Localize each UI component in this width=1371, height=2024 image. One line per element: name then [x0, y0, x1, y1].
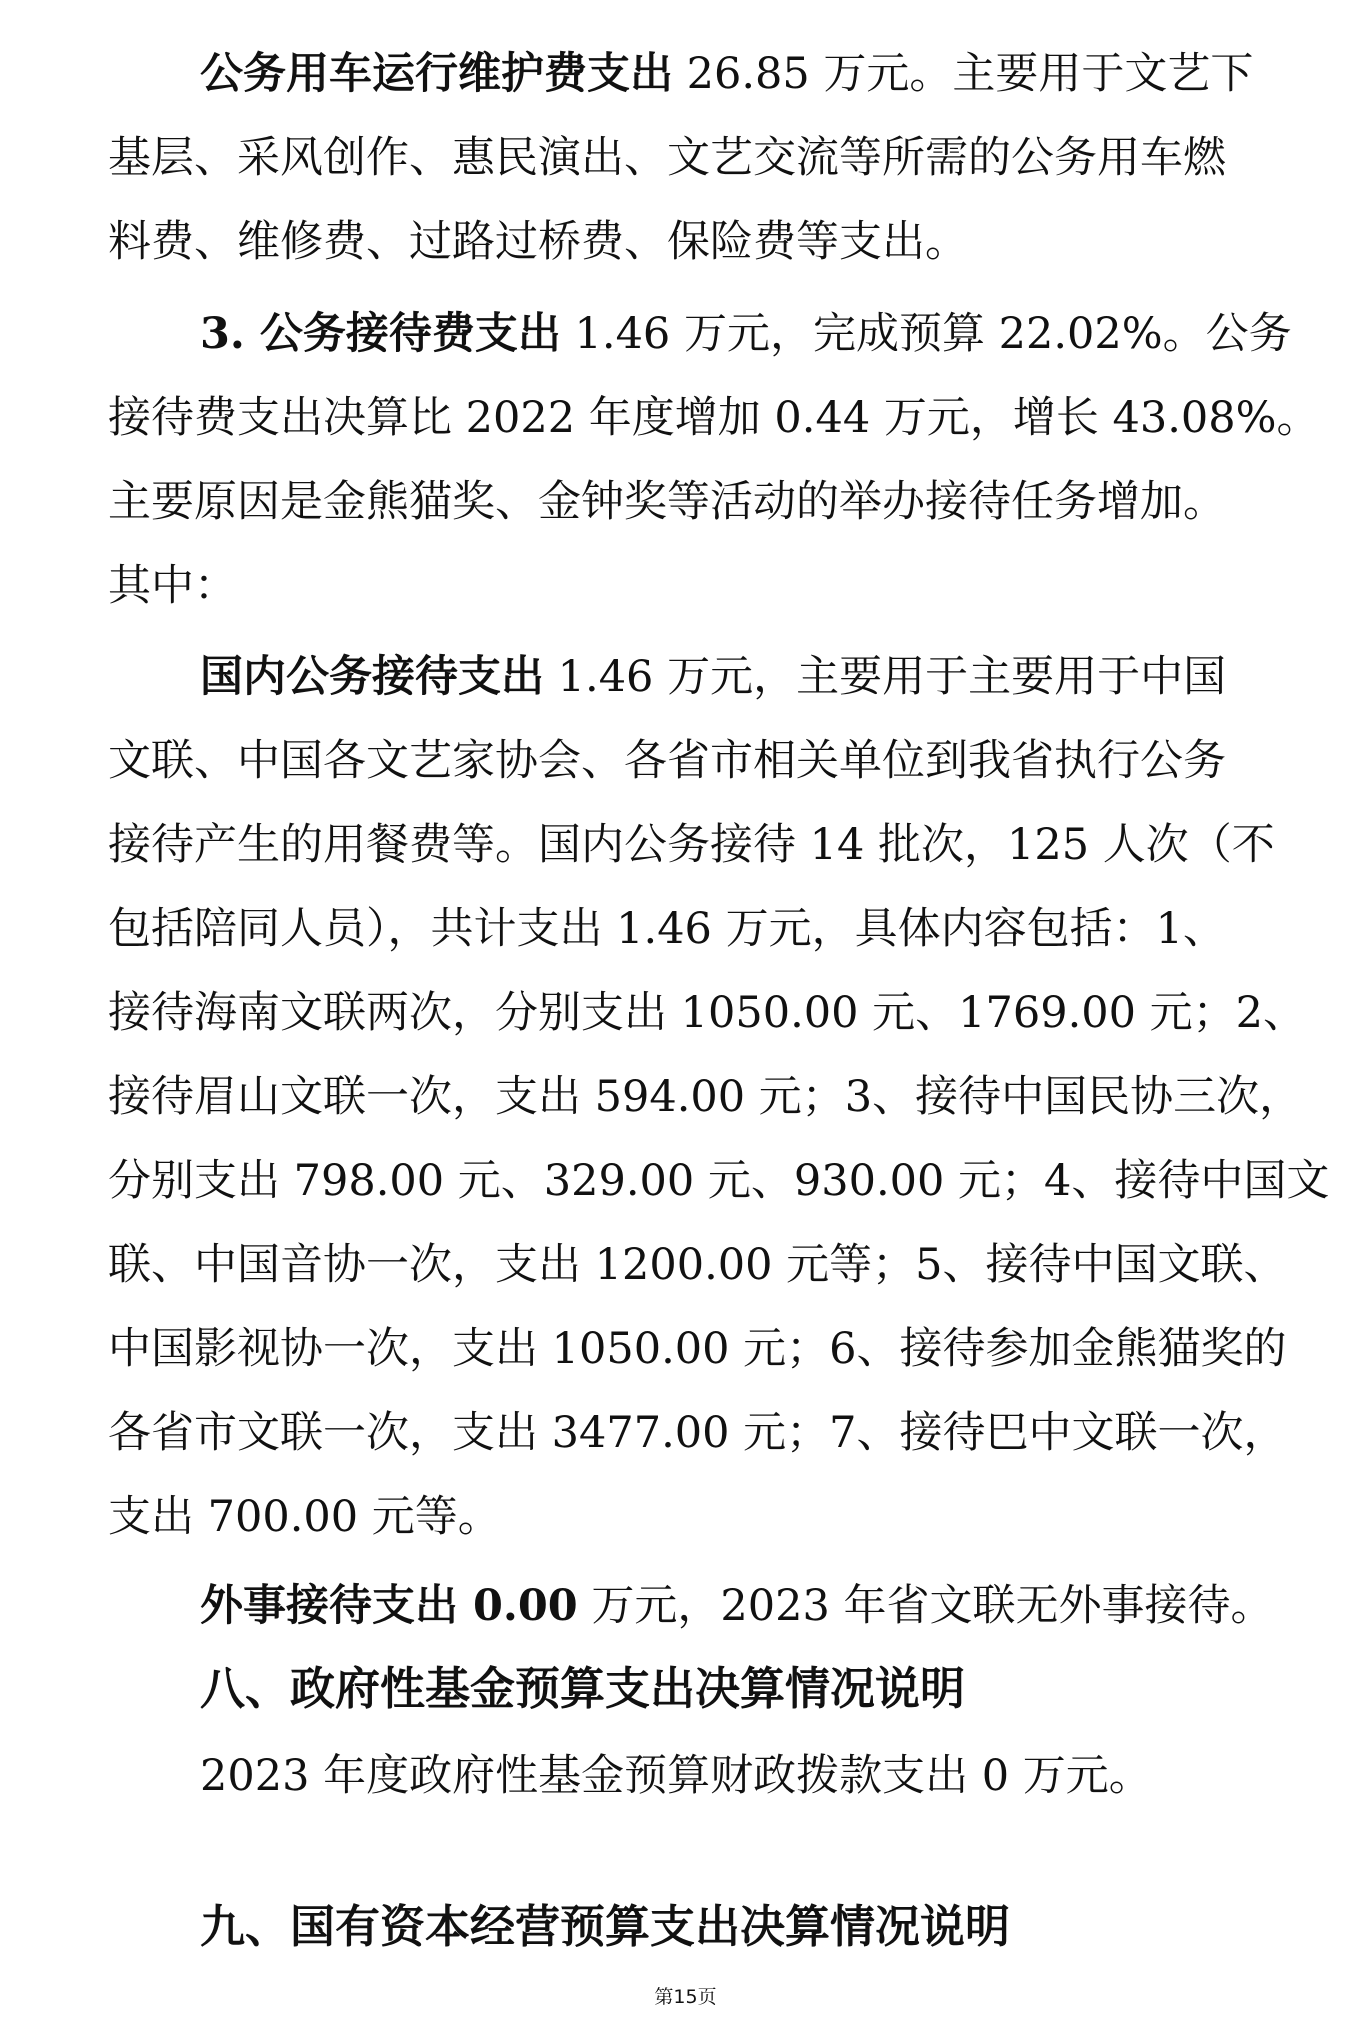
para1-line1	[200, 48, 1253, 100]
page-number: 第15页	[654, 1986, 717, 2008]
para4-line1	[200, 1580, 1273, 1632]
para3-text: 1.46 万元，主要用于主要用于中国	[544, 652, 1227, 702]
para1-bold: 公务用车运行维护费支出	[200, 49, 673, 99]
para2-line1	[200, 308, 1292, 360]
para3-line: 接待海南文联两次，分别支出 1050.00 元、1769.00 元；2、	[108, 988, 1306, 1038]
para3-line: 分别支出 798.00 元、329.00 元、930.00 元；4、接待中国文	[108, 1156, 1330, 1206]
para3-line: 接待产生的用餐费等。国内公务接待 14 批次，125 人次（不	[108, 820, 1275, 870]
para3-line: 接待眉山文联一次，支出 594.00 元；3、接待中国民协三次，	[108, 1072, 1303, 1122]
para3-line: 支出 700.00 元等。	[108, 1492, 501, 1542]
para2-text: 1.46 万元，完成预算 22.02%。公务	[560, 309, 1292, 359]
para2-line3: 主要原因是金熊猫奖、金钟奖等活动的举办接待任务增加。	[108, 477, 1226, 527]
para4-text: 万元，2023 年省文联无外事接待。	[577, 1581, 1274, 1631]
para3-line: 联、中国音协一次，支出 1200.00 元等；5、接待中国文联、	[108, 1240, 1287, 1290]
para1-line3: 料费、维修费、过路过桥费、保险费等支出。	[108, 217, 968, 267]
section8-body: 2023 年度政府性基金预算财政拨款支出 0 万元。	[200, 1751, 1152, 1801]
para3-line: 文联、中国各文艺家协会、各省市相关单位到我省执行公务	[108, 736, 1226, 786]
para2-line2: 接待费支出决算比 2022 年度增加 0.44 万元，增长 43.08%。	[108, 393, 1320, 443]
para3-line: 包括陪同人员），共计支出 1.46 万元，具体内容包括：1、	[108, 904, 1226, 954]
para1-line2: 基层、采风创作、惠民演出、文艺交流等所需的公务用车燃	[108, 133, 1226, 183]
para2-line4: 其中：	[108, 561, 237, 611]
para4-bold: 外事接待支出 0.00	[200, 1581, 578, 1631]
para3-line: 中国影视协一次，支出 1050.00 元；6、接待参加金熊猫奖的	[108, 1324, 1287, 1374]
para3-line: 各省市文联一次，支出 3477.00 元；7、接待巴中文联一次，	[108, 1408, 1287, 1458]
para3-line1	[200, 651, 1226, 703]
para3-bold: 国内公务接待支出	[200, 652, 544, 702]
section8-heading: 八、政府性基金预算支出决算情况说明	[200, 1662, 966, 1715]
section9-heading: 九、国有资本经营预算支出决算情况说明	[200, 1900, 1011, 1953]
para1-text: 26.85 万元。主要用于文艺下	[673, 49, 1254, 99]
para2-bold: 3. 公务接待费支出	[200, 309, 561, 359]
